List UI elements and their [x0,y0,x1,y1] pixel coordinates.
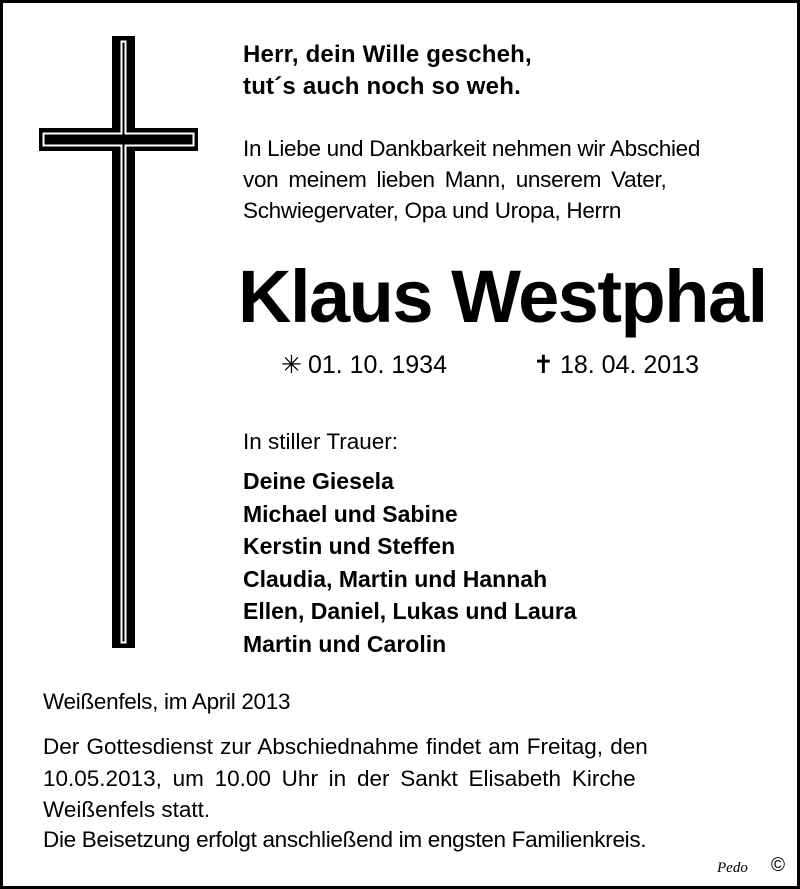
quote [243,39,532,103]
burial-info: Die Beisetzung erfolgt anschließend im engsten Familienkreis. [43,827,647,852]
mourner-list [243,465,577,660]
intro-line-3: Schwiegervater, Opa und Uropa, Herrn [243,198,622,223]
mourner-name: Michael und Sabine [243,500,458,527]
birth-star-icon: ✳ [281,351,302,379]
mourner-name: Martin und Carolin [243,630,447,657]
mourner-name: Deine Giesela [243,468,394,494]
birth-date-group [281,349,447,381]
quote-line-2: tut´s auch noch so weh. [243,73,521,100]
cross-icon [3,3,213,663]
death-cross-icon: ✝ [533,351,554,379]
service-line-2: 10.05.2013, um 10.00 Uhr in der Sankt Elisabeth Kirche [43,765,636,791]
mourner-name: Claudia, Martin und Hannah [243,565,548,592]
birth-date: 01. 10. 1934 [307,351,447,379]
designer-signature: Pedo [717,860,748,876]
deceased-name: Klaus Westphal [238,255,767,338]
service-info [43,731,648,826]
service-line-3: Weißenfels statt. [43,797,211,822]
mourning-label: In stiller Trauer: [243,429,399,454]
death-date: 18. 04. 2013 [559,351,699,379]
mourner-name: Ellen, Daniel, Lukas und Laura [243,598,577,624]
mourner-name: Kerstin und Steffen [243,533,456,559]
intro-line-2: von meinem lieben Mann, unserem Vater, [243,167,667,192]
place-date: Weißenfels, im April 2013 [43,689,291,714]
intro-line-1: In Liebe und Dankbarkeit nehmen wir Abschied [243,136,701,161]
death-date-group [533,349,699,381]
intro-text [243,133,700,226]
service-line-1: Der Gottesdienst zur Abschiednahme findet am Freitag, den [43,734,648,759]
copyright-icon: © [771,855,785,876]
quote-line-1: Herr, dein Wille gescheh, [243,41,532,68]
